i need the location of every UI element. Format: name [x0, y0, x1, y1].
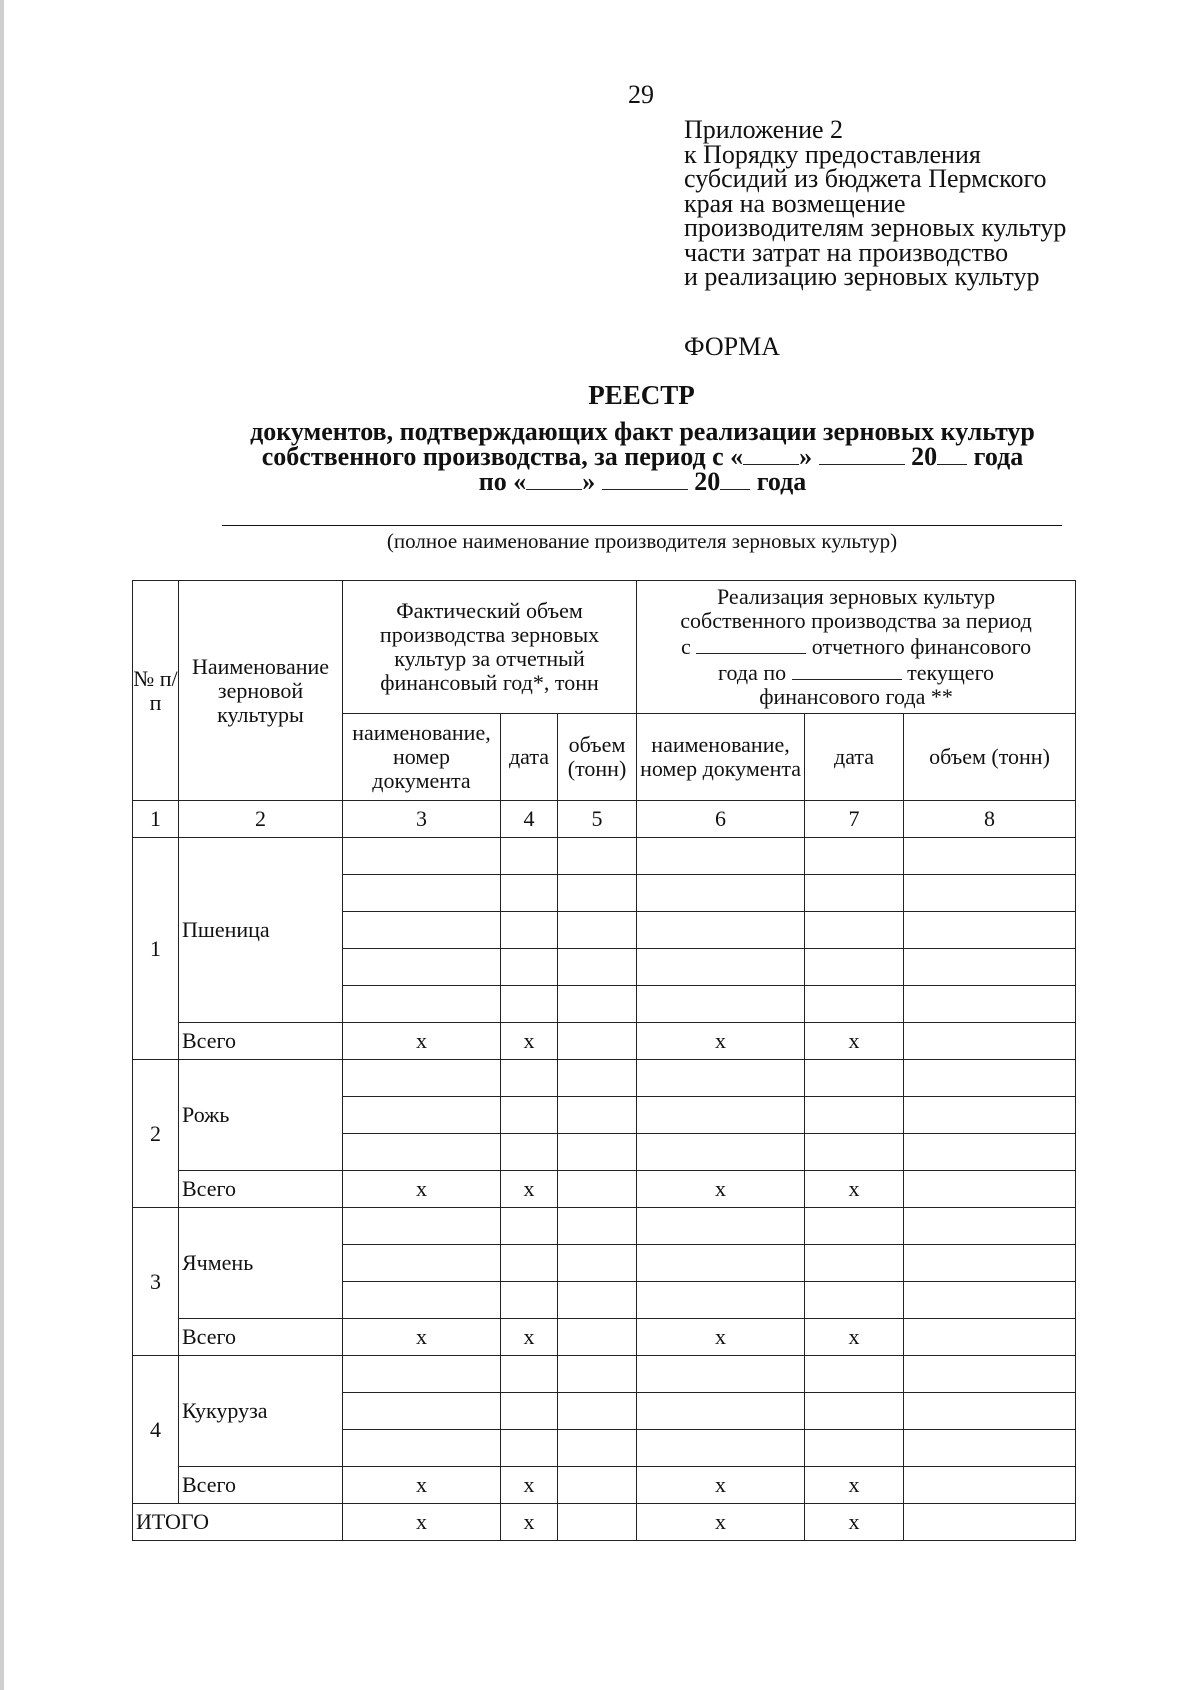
- column-number: 6: [637, 801, 805, 838]
- appendix-reference: [684, 115, 1144, 291]
- column-number: 1: [133, 801, 179, 838]
- x-mark: x: [343, 1171, 501, 1208]
- x-mark: x: [343, 1504, 501, 1541]
- period-from-blank: [696, 633, 806, 654]
- total-row: [133, 1023, 1076, 1060]
- header-volume-5: объем (тонн): [558, 714, 637, 801]
- header-date-4: дата: [501, 714, 558, 801]
- header-crop-name: Наименование зерновой культуры: [179, 581, 343, 801]
- crop-number: 1: [133, 838, 179, 1060]
- producer-caption: (полное наименование производителя зерновых культур): [386, 529, 898, 553]
- x-mark: x: [343, 1023, 501, 1060]
- x-mark: x: [637, 1504, 805, 1541]
- grand-total-label: ИТОГО: [133, 1504, 343, 1541]
- appendix-line: к Порядку предоставления: [684, 139, 981, 169]
- x-mark: x: [501, 1319, 558, 1356]
- header-date-7: дата: [805, 714, 904, 801]
- total-row: [133, 1171, 1076, 1208]
- total-row: [133, 1467, 1076, 1504]
- subtitle-line-3: по « » 20 года: [478, 467, 807, 496]
- table-row: [133, 838, 1076, 875]
- subtitle-line-1: документов, подтверждающих факт реализации зерновых культур: [250, 417, 1035, 446]
- header-sales-group: Реализация зерновых культур собственного производства за период с отчетного финансового года по текущего финансового года **: [637, 581, 1076, 714]
- crop-name: Пшеница: [179, 838, 343, 1023]
- header-num: № п/п: [133, 581, 179, 801]
- document-subtitle: [150, 417, 1135, 496]
- table-row: [133, 1060, 1076, 1097]
- producer-name-line: [222, 525, 1062, 526]
- crop-number: 2: [133, 1060, 179, 1208]
- x-mark: x: [805, 1023, 904, 1060]
- start-year-blank: [937, 444, 967, 465]
- header-volume-8: объем (тонн): [904, 714, 1076, 801]
- crop-number: 3: [133, 1208, 179, 1356]
- x-mark: x: [343, 1319, 501, 1356]
- x-mark: x: [501, 1171, 558, 1208]
- crop-name: Рожь: [179, 1060, 343, 1171]
- registry-table: [132, 580, 1076, 1541]
- x-mark: x: [637, 1467, 805, 1504]
- crop-name: Ячмень: [179, 1208, 343, 1319]
- start-month-blank: [819, 444, 905, 465]
- column-number: 4: [501, 801, 558, 838]
- column-number: 2: [179, 801, 343, 838]
- x-mark: x: [805, 1319, 904, 1356]
- appendix-line: края на возмещение: [684, 188, 906, 218]
- x-mark: x: [637, 1319, 805, 1356]
- page-edge: [0, 0, 4, 1690]
- subtitle-line-2: собственного производства, за период с « » 20 года: [261, 442, 1024, 471]
- total-label: Всего: [179, 1467, 343, 1504]
- total-label: Всего: [179, 1023, 343, 1060]
- header-doc-name-6: наименование, номер документа: [637, 714, 805, 801]
- appendix-line: субсидий из бюджета Пермского: [684, 164, 1047, 193]
- column-number-row: [133, 801, 1076, 838]
- x-mark: x: [637, 1023, 805, 1060]
- total-row: [133, 1319, 1076, 1356]
- end-day-blank: [526, 469, 582, 490]
- x-mark: x: [501, 1504, 558, 1541]
- column-number: 3: [343, 801, 501, 838]
- form-label: ФОРМА: [684, 332, 780, 361]
- x-mark: x: [805, 1504, 904, 1541]
- column-number: 8: [904, 801, 1076, 838]
- header-production-group: Фактический объем производства зерновых культур за отчетный финансовый год*, тонн: [343, 581, 637, 714]
- appendix-line: производителям зерновых культур: [684, 213, 1067, 242]
- x-mark: x: [637, 1171, 805, 1208]
- header-row-1: [133, 581, 1076, 714]
- end-month-blank: [602, 469, 688, 490]
- x-mark: x: [501, 1023, 558, 1060]
- appendix-line: и реализацию зерновых культур: [684, 262, 1040, 291]
- column-number: 7: [805, 801, 904, 838]
- crop-number: 4: [133, 1356, 179, 1504]
- period-to-blank: [792, 659, 902, 680]
- x-mark: x: [501, 1467, 558, 1504]
- document-title: РЕЕСТР: [588, 380, 695, 410]
- table-row: [133, 1356, 1076, 1393]
- appendix-line: Приложение 2: [684, 115, 844, 144]
- total-label: Всего: [179, 1319, 343, 1356]
- x-mark: x: [805, 1171, 904, 1208]
- total-label: Всего: [179, 1171, 343, 1208]
- column-number: 5: [558, 801, 637, 838]
- grand-total-row: [133, 1504, 1076, 1541]
- crop-name: Кукуруза: [179, 1356, 343, 1467]
- x-mark: x: [343, 1467, 501, 1504]
- start-day-blank: [743, 444, 799, 465]
- appendix-line: части затрат на производство: [684, 237, 1009, 267]
- header-doc-name-3: наименование, номер документа: [343, 714, 501, 801]
- page-number: 29: [628, 80, 654, 109]
- end-year-blank: [720, 469, 750, 490]
- x-mark: x: [805, 1467, 904, 1504]
- table-row: [133, 1208, 1076, 1245]
